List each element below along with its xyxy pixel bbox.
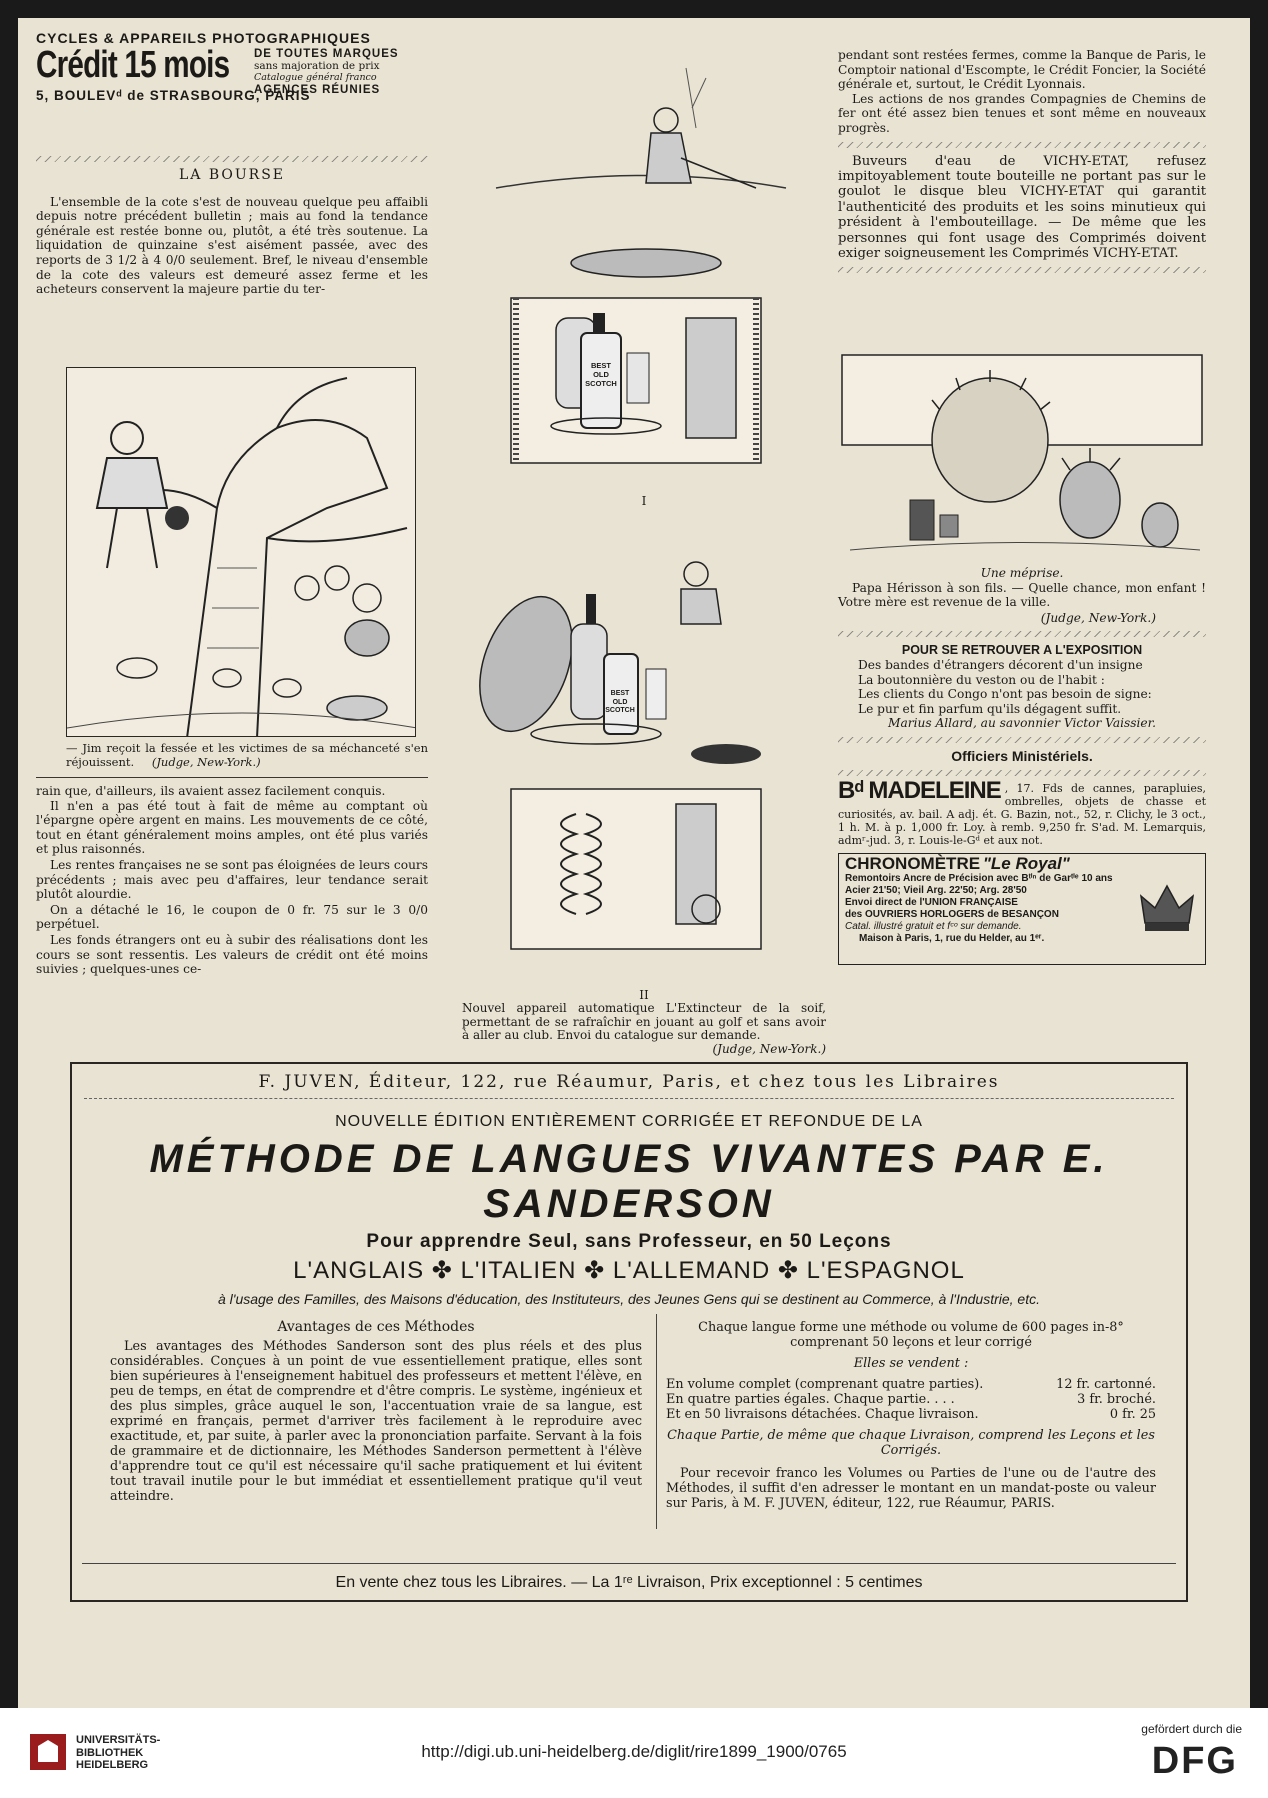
vichy-notice: Buveurs d'eau de VICHY-ETAT, refusez impitoyablement toute bouteille ne portant pas sur le goulot le disque bleu VICHY-ETAT qui garantit l'authenticité des produits et les soins minutieux qui président à l'embouteillage. — De même que les personnes qui font usage des Comprimés doivent exiger soigneusement les Comprimés VICHY-ETAT. bbox=[838, 153, 1206, 261]
bourse-paragraph-4: Les rentes françaises ne se sont pas éloignées de leurs cours précédents ; mais avec peu d'affaires, leur tendance serait plutôt alourdie. bbox=[36, 857, 428, 902]
cycles-advertisement bbox=[36, 30, 428, 103]
middle-column bbox=[456, 48, 832, 1056]
left-column bbox=[36, 150, 428, 298]
subtitle: Pour apprendre Seul, sans Professeur, en 50 Leçons bbox=[366, 1231, 892, 1252]
languages-line: L'ANGLAIS ✤ L'ITALIEN ✤ L'ALLEMAND ✤ L'ESPAGNOL bbox=[293, 1257, 965, 1284]
audience-line: à l'usage des Familles, des Maisons d'éducation, des Instituteurs, des Jeunes Gens qui se destinent au Commerce, à l'Industrie, etc. bbox=[217, 1291, 1040, 1307]
price-row: Et en 50 livraisons détachées. Chaque livraison. 0 fr. 25 bbox=[666, 1407, 1156, 1422]
bourse-paragraph-1: L'ensemble de la cote s'est de nouveau quelque peu affaibli depuis notre précédent bulletin ; mais au fond la tendance générale est restée bonne ou, plutôt, a été très soutenue. La liquidation de quinzaine s'est aisément passée, avec des reports de 3 1/2 à 4 0/0 seulement. Bref, le niveau d'ensemble de la cote des valeurs est demeuré assez ferme et les acheteurs conservent la majeure partie du ter- bbox=[36, 194, 428, 297]
digitization-footer bbox=[0, 1708, 1268, 1798]
methode-title: MÉTHODE DE LANGUES VIVANTES PAR E. SANDERSON bbox=[149, 1137, 1109, 1226]
expo-title: POUR SE RETROUVER A L'EXPOSITION bbox=[901, 643, 1143, 658]
sale-footer: En vente chez tous les Libraires. — La 1ʳᵉ Livraison, Prix exceptionnel : 5 centimes bbox=[335, 1574, 923, 1591]
expo-signature: Marius Allard, au savonnier Victor Vaissier. bbox=[888, 716, 1156, 731]
divider bbox=[84, 1098, 1174, 1099]
figure-label-2: II bbox=[639, 988, 649, 1002]
funding-text: gefördert durch die bbox=[1141, 1722, 1242, 1736]
divider bbox=[838, 142, 1206, 148]
ad-address: 5, BOULEVᵈ de STRASBOURG, PARIS bbox=[36, 88, 311, 103]
bourse-paragraph-5: On a détaché le 16, le coupon de 0 fr. 75 sur le 3 0/0 perpétuel. bbox=[36, 902, 428, 932]
bourse-continued-2: Les actions de nos grandes Compagnies de Chemins de fer ont été assez bien tenues et sont même en nouveaux progrès. bbox=[838, 91, 1206, 135]
sanderson-advertisement bbox=[70, 1062, 1188, 1602]
meprise-text: Papa Hérisson à son fils. — Quelle chance, mon enfant ! Votre mère est revenue de la ville. bbox=[838, 580, 1206, 610]
meprise-title: Une méprise. bbox=[980, 566, 1064, 580]
edition-line: NOUVELLE ÉDITION ENTIÈREMENT CORRIGÉE ET REFONDUE DE LA bbox=[335, 1113, 923, 1130]
tree-scene-drawing bbox=[67, 368, 416, 737]
page-url-link[interactable]: http://digi.ub.uni-heidelberg.de/diglit/rire1899_1900/0765 bbox=[421, 1742, 847, 1761]
bourse-title: LA BOURSE bbox=[178, 167, 286, 183]
right-column-lower bbox=[838, 566, 1206, 965]
bourse-paragraph-3: Il n'en a pas été tout à fait de même au comptant où l'épargne opère argent en mains. Les mouvements de ce côté, tout en étant généralement moins amples, ont été plus variés et plus raisonnés. bbox=[36, 798, 428, 857]
divider bbox=[838, 631, 1206, 637]
bottle-label-2: BEST OLD SCOTCH bbox=[605, 690, 635, 714]
expo-poem: Des bandes d'étrangers décorent d'un insigne La boutonnière du veston ou de l'habit : Les clients du Congo n'ont pas besoin de signe: Le pur et fin parfum qu'ils dégagent suffit. bbox=[858, 657, 1152, 716]
divider bbox=[838, 267, 1206, 273]
pricing-section: Chaque langue forme une méthode ou volume de 600 pages in-8° comprenant 50 leçons et leur corrigé Elles se vendent : En volume complet (comprenant quatre parties). 12 fr. cartonné. En quatre parties égales. Chaque partie. . . . 3 fr. broché. Et en 50 livraisons détachées. Chaque livraison. 0 fr. 25 Chaque Partie, de même que chaque Livraison, comprend les Leçons et les Corrigés. Pour recevoir franco les Volumes ou Parties de l'une ou de l'autre des Méthodes, il suffit d'en adresser le montant en un mandat-poste ou valeur sur Paris, à M. F. JUVEN, éditeur, 122, rue Réaumur, PARIS. bbox=[666, 1320, 1156, 1511]
bottle-label: BEST OLD SCOTCH bbox=[585, 361, 617, 388]
left-column-continued bbox=[36, 742, 428, 978]
column-divider bbox=[656, 1314, 657, 1529]
publisher-header: F. JUVEN, Éditeur, 122, rue Réaumur, Paris, et chez tous les Libraires bbox=[258, 1072, 1000, 1092]
madeleine-notice: Bᵈ MADELEINE , 17. Fds de cannes, parapluies, ombrelles, objets de chasse et curiosités, av. bail. A adj. ét. G. Bazin, not., 52, r. Clichy, le 3 oct., 1 h. M. à p. 1,000 fr. Loy. à remb. 9,250 fr. S'ad. M. Lemarquis, admʳ-jud. 3, r. Louis-le-Gᵈ et aux not. bbox=[838, 776, 1206, 847]
dfg-logo: DFG bbox=[1151, 1740, 1238, 1782]
ad-headline: CYCLES & APPAREILS PHOTOGRAPHIQUES bbox=[36, 30, 371, 46]
price-row: En volume complet (comprenant quatre parties). 12 fr. cartonné. bbox=[666, 1377, 1156, 1392]
hedgehog-illustration bbox=[840, 350, 1210, 565]
chrono-heading: CHRONOMÈTRE "Le Royal" bbox=[845, 853, 1070, 873]
golf-illustration-1 bbox=[456, 48, 832, 488]
meprise-source: (Judge, New-York.) bbox=[1040, 610, 1156, 625]
ad-side-text: DE TOUTES MARQUES sans majoration de prix Catalogue général franco AGENCES RÉUNIES bbox=[254, 48, 399, 96]
bourse-paragraph-2: rain que, d'ailleurs, ils avaient assez facilement conquis. bbox=[36, 784, 386, 798]
divider bbox=[82, 1563, 1176, 1564]
ad-credit-title: Crédit 15 mois bbox=[36, 44, 230, 86]
price-row: En quatre parties égales. Chaque partie. . . . 3 fr. broché. bbox=[666, 1392, 1156, 1407]
bourse-paragraph-6: Les fonds étrangers ont eu à subir des réalisations dont les cours se sont ressentis. Les valeurs de crédit ont été moins suivies ; quelques-unes ce- bbox=[36, 932, 428, 977]
crown-icon bbox=[1137, 878, 1197, 938]
divider bbox=[36, 156, 428, 162]
university-name: UNIVERSITÄTS- BIBLIOTHEK HEIDELBERG bbox=[76, 1734, 161, 1771]
divider bbox=[838, 737, 1206, 743]
figure-label-1: I bbox=[641, 494, 647, 508]
divider bbox=[838, 770, 1206, 776]
golf-illustration-2 bbox=[456, 554, 832, 984]
bourse-continued-1: pendant sont restées fermes, comme la Banque de Paris, le Comptoir national d'Escompte, le Crédit Foncier, la Société générale et, surtout, le Crédit Lyonnais. bbox=[838, 48, 1206, 92]
golf-caption: Nouvel appareil automatique L'Extincteur de la soif, permettant de se rafraîchir en jouant au golf et sans avoir à aller au club. Envoi du catalogue sur demande. (Judge, New-York.) bbox=[462, 1001, 826, 1056]
jim-caption: — Jim reçoit la fessée et les victimes de sa méchanceté s'en réjouissent. (Judge, New-York.) bbox=[66, 741, 428, 769]
jim-illustration bbox=[66, 367, 416, 737]
divider bbox=[36, 777, 428, 778]
advantages-section: Avantages de ces Méthodes Les avantages des Méthodes Sanderson sont des plus réels et des plus considérables. Conçues à un point de vue essentiellement pratique, elles sont bien supérieures à l'enseignement habituel des professeurs et mettent l'élève, en peu de temps, en état de comprendre et d'être compris. Le système, ingénieux et des plus simples, grâce auquel le son, l'accentuation vraie de sa langue, est exprimé en français, permet d'arriver très facilement à le reproduire avec exactitude, et, par suite, à parler avec la prononciation parfaite. Servant à la fois de grammaire et de dictionnaire, les Méthodes Sanderson permettent à l'élève d'apprendre tout ce qu'il est nécessaire qu'il sache pratiquement et lui évitent tout travail inutile pour le but immédiat et essentiellement pratique qu'il veut atteindre. bbox=[110, 1319, 642, 1504]
right-column bbox=[838, 48, 1206, 279]
officiers-title: Officiers Ministériels. bbox=[951, 747, 1093, 764]
chronometre-ad: CHRONOMÈTRE "Le Royal" Remontoirs Ancre de Précision avec Bᵗⁱⁿ de Garᵗⁱᵉ 10 ans Acier 21'50; Vieil Arg. 22'50; Arg. 28'50 Envoi direct de l'UNION FRANÇAISE des OUVRIERS HORLOGERS de BESANÇON Catal. illustré gratuit et fᶜᵒ sur demande. Maison à Paris, 1, rue du Helder, au 1ᵉʳ. bbox=[838, 853, 1206, 965]
